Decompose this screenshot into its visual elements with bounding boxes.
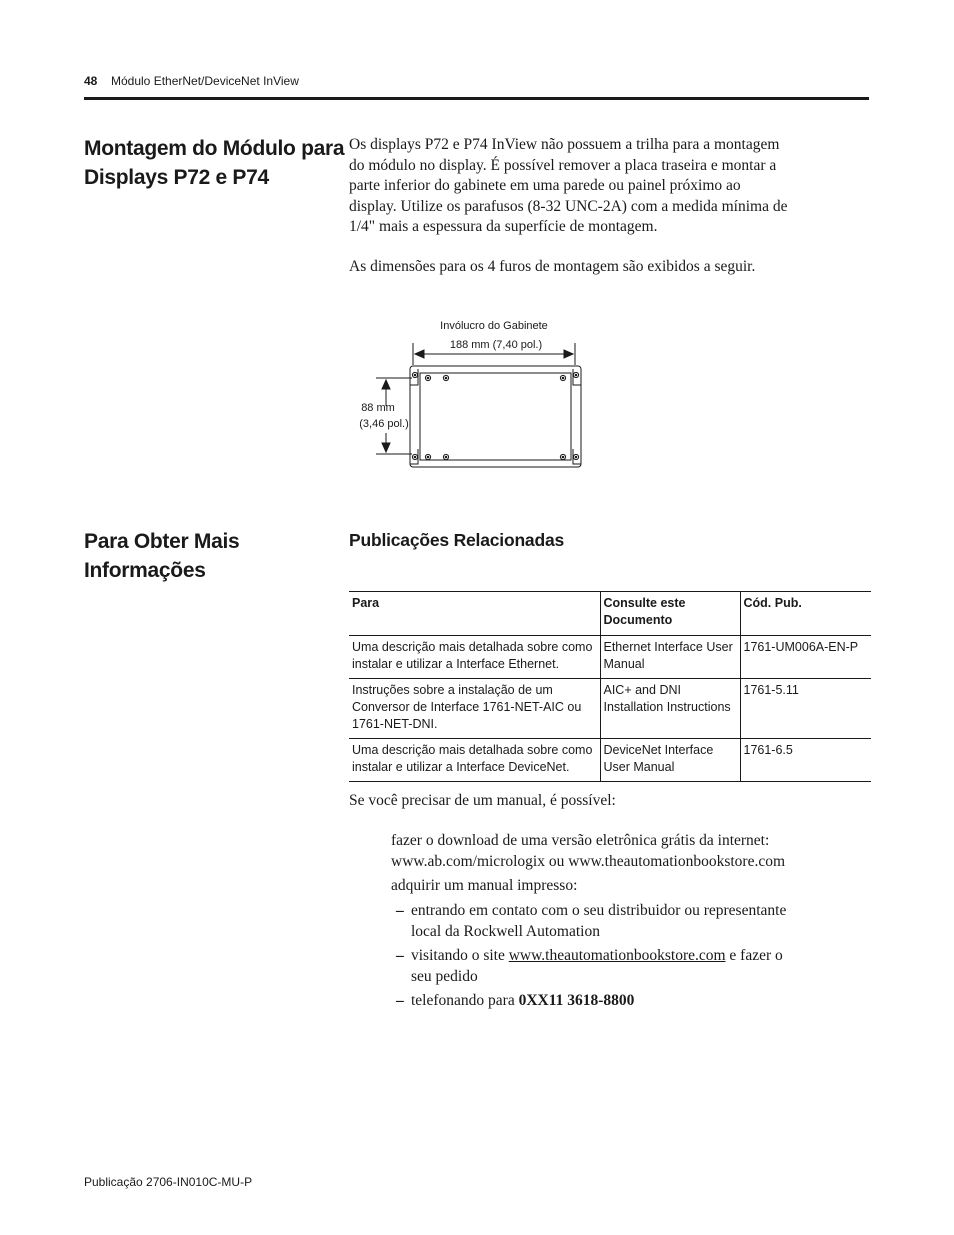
paragraph-line: Os displays P72 e P74 InView não possuem a trilha para a montagem: [349, 136, 780, 153]
column-header-para: Para: [349, 592, 600, 636]
table-row: [349, 636, 871, 679]
height-dimension-label: (3,46 pol.): [359, 418, 409, 430]
height-dimension-label: 88 mm: [361, 402, 395, 414]
table-cell-pub-code: 1761-UM006A-EN-P: [740, 636, 871, 679]
option-text: [411, 901, 869, 942]
screw-icon: [425, 454, 430, 459]
bookstore-link[interactable]: www.theautomationbookstore.com: [508, 947, 726, 964]
table-cell-document: AIC+ and DNI Installation Instructions: [600, 679, 740, 739]
mounting-hole-icon: [412, 454, 417, 459]
section-title-more-info: [84, 527, 239, 585]
option-line: seu pedido: [411, 967, 478, 985]
table-cell-description: Instruções sobre a instalação de um Conversor de Interface 1761-NET-AIC ou 1761-NET-DNI.: [349, 679, 600, 739]
option-line: entrando em contato com o seu distribuidor ou representante: [411, 902, 787, 919]
table-cell-description: Uma descrição mais detalhada sobre como instalar e utilizar a Interface Ethernet.: [349, 636, 600, 679]
table-cell-pub-code: 1761-5.11: [740, 679, 871, 739]
related-publications-title: Publicações Relacionadas: [349, 530, 565, 550]
download-urls: www.ab.com/micrologix ou www.theautomationbookstore.com: [391, 852, 786, 870]
mounting-dimensions-figure: [340, 305, 600, 485]
dash-bullet: –: [396, 902, 404, 919]
screw-icon: [443, 454, 448, 459]
mounting-hole-icon: [573, 372, 578, 377]
mounting-hole-icon: [412, 372, 417, 377]
mounting-hole-icon: [573, 454, 578, 459]
screw-icon: [560, 454, 565, 459]
page-number: 48: [84, 74, 98, 88]
width-dimension-label: 188 mm (7,40 pol.): [449, 339, 543, 351]
option-distributor: [396, 901, 868, 943]
phone-number: 0XX11 3618-8800: [518, 992, 635, 1009]
download-option: [391, 831, 785, 872]
table-cell-pub-code: 1761-6.5: [740, 739, 871, 782]
paragraph-line: parte inferior do gabinete em uma parede ou painel próximo ao: [349, 177, 741, 194]
option-text: [411, 946, 869, 987]
paragraph-line: 1/4" mais a espessura da superfície de montagem.: [349, 218, 658, 235]
option-line: [411, 946, 869, 967]
mounting-holes-note: As dimensões para os 4 furos de montagem são exibidos a seguir.: [349, 258, 756, 275]
running-title: Módulo EtherNet/DeviceNet InView: [111, 74, 299, 88]
table-header-row: [349, 592, 871, 636]
height-dimension-line: [376, 378, 412, 454]
paragraph-line: do módulo no display. É possível remover a placa traseira e montar a: [349, 156, 777, 174]
mounting-paragraph: [349, 135, 874, 238]
option-website: [396, 946, 868, 988]
enclosure-outline: [410, 366, 581, 467]
section-title-line: Displays P72 e P74: [84, 166, 269, 189]
paragraph-line: display. Utilize os parafusos (8-32 UNC-2A) com a medida mínima de: [349, 197, 788, 215]
screw-icon: [443, 375, 448, 380]
manual-intro: Se você precisar de um manual, é possível:: [349, 792, 616, 809]
option-prefix: visitando o site: [411, 947, 509, 964]
header-rule: [84, 97, 869, 100]
section-title-line: Montagem do Módulo para: [84, 137, 345, 160]
dash-bullet: –: [396, 992, 404, 1009]
column-header-document: Consulte este Documento: [600, 592, 740, 636]
printed-manual-option: adquirir um manual impresso:: [391, 877, 578, 894]
screw-icon: [560, 375, 565, 380]
publication-footer: Publicação 2706-IN010C-MU-P: [84, 1175, 253, 1189]
section-title-mounting: [84, 134, 344, 192]
screw-icon: [425, 375, 430, 380]
option-phone: [396, 991, 868, 1013]
table-row: [349, 679, 871, 739]
option-text: [411, 991, 869, 1012]
table-cell-document: Ethernet Interface User Manual: [600, 636, 740, 679]
section-title-line: Informações: [84, 559, 206, 582]
download-line: fazer o download de uma versão eletrônica grátis da internet:: [391, 832, 770, 849]
option-line: local da Rockwell Automation: [411, 922, 600, 940]
enclosure-label: Invólucro do Gabinete: [440, 320, 548, 332]
option-prefix: telefonando para: [411, 992, 519, 1009]
option-suffix: e fazer o: [725, 947, 783, 964]
table-row: [349, 739, 871, 782]
table-cell-description: Uma descrição mais detalhada sobre como instalar e utilizar a Interface DeviceNet.: [349, 739, 600, 782]
dash-bullet: –: [396, 947, 404, 964]
table-cell-document: DeviceNet Interface User Manual: [600, 739, 740, 782]
section-title-line: Para Obter Mais: [84, 530, 240, 553]
column-header-pub-code: Cód. Pub.: [740, 592, 871, 636]
related-publications-table: [349, 591, 871, 782]
